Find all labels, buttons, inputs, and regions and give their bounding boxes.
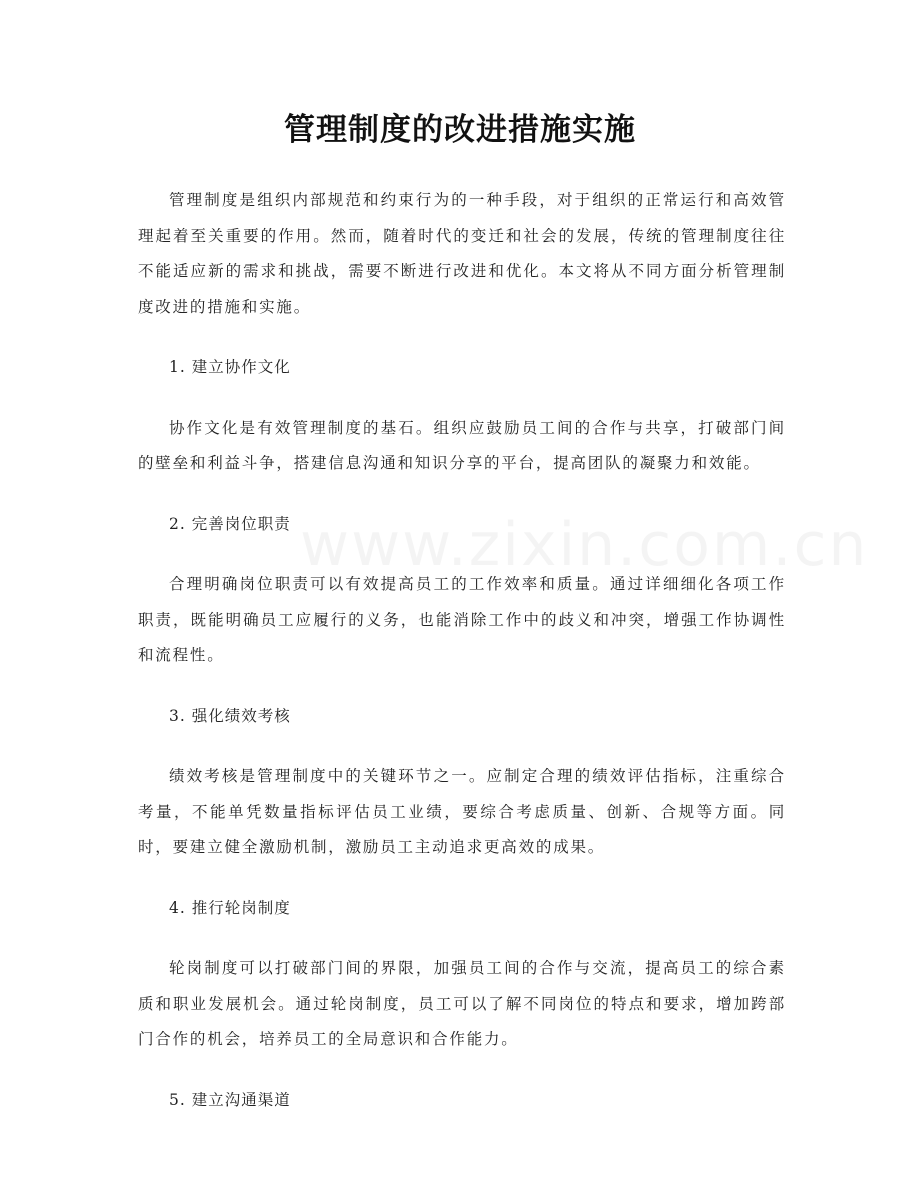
section-paragraph: 协作文化是有效管理制度的基石。组织应鼓励员工间的合作与共享，打破部门间的壁垒和利益斗争，搭建信息沟通和知识分享的平台，提高团队的凝聚力和效能。	[138, 418, 786, 472]
section-heading: 2. 完善岗位职责	[169, 514, 291, 533]
section-heading: 3. 强化绩效考核	[169, 706, 291, 725]
section-paragraph: 合理明确岗位职责可以有效提高员工的工作效率和质量。通过详细细化各项工作职责，既能明确员工应履行的义务，也能消除工作中的歧义和冲突，增强工作协调性和流程性。	[138, 575, 786, 664]
section-heading: 4. 推行轮岗制度	[169, 898, 291, 917]
section-heading: 1. 建立协作文化	[169, 358, 291, 376]
document-body	[138, 183, 786, 1143]
page-title: 管理制度的改进措施实施	[284, 112, 636, 148]
section-heading: 5. 建立沟通渠道	[169, 1090, 291, 1109]
section-paragraph: 绩效考核是管理制度中的关键环节之一。应制定合理的绩效评估指标，注重综合考量，不能单凭数量指标评估员工业绩，要综合考虑质量、创新、合规等方面。同时，要建立健全激励机制，激励员工主动追求更高效的成果。	[138, 767, 786, 856]
section-paragraph: 轮岗制度可以打破部门间的界限，加强员工间的合作与交流，提高员工的综合素质和职业发展机会。通过轮岗制度，员工可以了解不同岗位的特点和要求，增加跨部门合作的机会，培养员工的全局意识和合作能力。	[138, 959, 786, 1048]
intro-paragraph: 管理制度是组织内部规范和约束行为的一种手段，对于组织的正常运行和高效管理起着至关重要的作用。然而，随着时代的变迁和社会的发展，传统的管理制度往往不能适应新的需求和挑战，需要不断进行改进和优化。本文将从不同方面分析管理制度改进的措施和实施。	[138, 191, 786, 316]
